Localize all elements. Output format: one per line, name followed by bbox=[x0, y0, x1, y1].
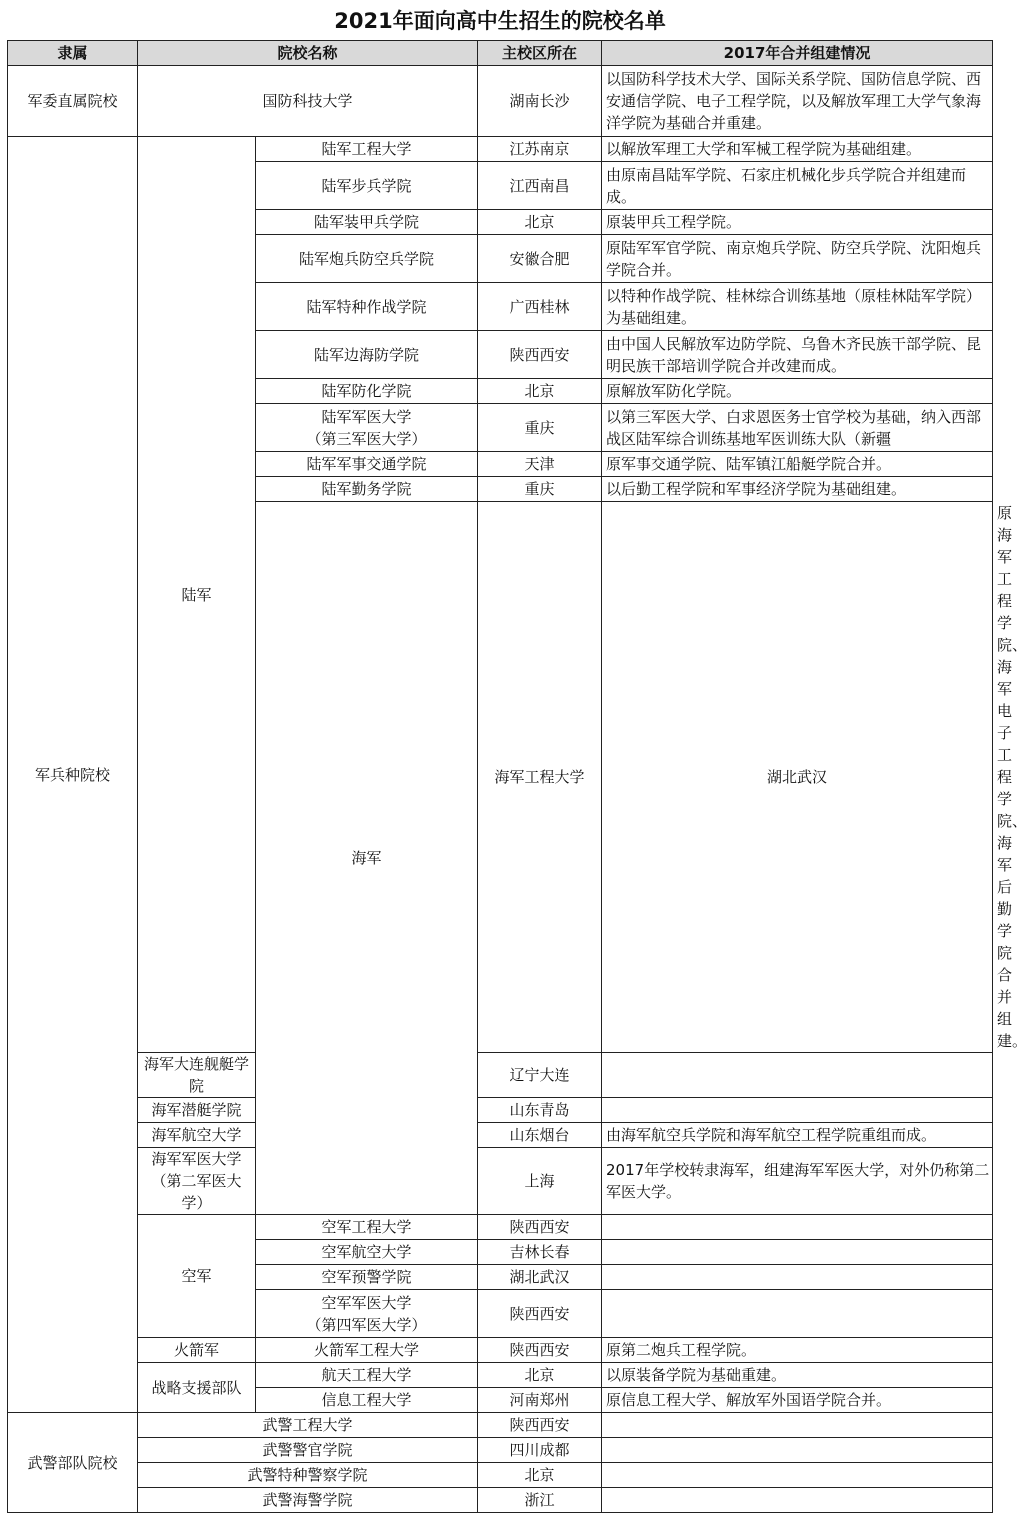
school-location: 湖南长沙 bbox=[478, 66, 602, 137]
merger-note: 原第二炮兵工程学院。 bbox=[602, 1338, 993, 1363]
school-name: 陆军工程大学 bbox=[256, 137, 478, 162]
merger-note: 原信息工程大学、解放军外国语学院合并。 bbox=[602, 1388, 993, 1413]
table-row bbox=[8, 1338, 993, 1363]
merger-note bbox=[602, 1240, 993, 1265]
school-location: 湖北武汉 bbox=[602, 502, 993, 1053]
merger-note: 2017年学校转隶海军，组建海军军医大学，对外仍称第二军医大学。 bbox=[602, 1148, 993, 1215]
school-name: 陆军步兵学院 bbox=[256, 162, 478, 210]
school-location: 山东青岛 bbox=[478, 1098, 602, 1123]
school-location: 江西南昌 bbox=[478, 162, 602, 210]
header-merger: 2017年合并组建情况 bbox=[602, 41, 993, 66]
school-name: 陆军边海防学院 bbox=[256, 331, 478, 379]
school-name: 空军工程大学 bbox=[256, 1215, 478, 1240]
school-location: 四川成都 bbox=[478, 1438, 602, 1463]
school-name: 国防科技大学 bbox=[138, 66, 478, 137]
header-row bbox=[8, 41, 993, 66]
table-row bbox=[8, 1488, 993, 1513]
school-name: 空军预警学院 bbox=[256, 1265, 478, 1290]
table-row bbox=[8, 1123, 993, 1148]
school-name: 空军军医大学 bbox=[321, 1293, 412, 1312]
merger-note bbox=[602, 1265, 993, 1290]
school-location: 山东烟台 bbox=[478, 1123, 602, 1148]
school-name: 武警特种警察学院 bbox=[138, 1463, 478, 1488]
school-name-alt: （第四军医大学） bbox=[306, 1315, 427, 1334]
merger-note: 以特种作战学院、桂林综合训练基地（原桂林陆军学院）为基础组建。 bbox=[602, 283, 993, 331]
table-row bbox=[8, 1148, 993, 1215]
merger-note: 以国防科学技术大学、国际关系学院、国防信息学院、西安通信学院、电子工程学院，以及解放军理工大学气象海洋学院为基础合并重建。 bbox=[602, 66, 993, 137]
school-location: 重庆 bbox=[478, 404, 602, 452]
school-name: 武警海警学院 bbox=[138, 1488, 478, 1513]
table-row bbox=[8, 1053, 993, 1098]
header-affiliation: 隶属 bbox=[8, 41, 138, 66]
school-location: 北京 bbox=[478, 1463, 602, 1488]
school-location: 北京 bbox=[478, 379, 602, 404]
merger-note bbox=[602, 1098, 993, 1123]
school-location: 重庆 bbox=[478, 477, 602, 502]
branch-label: 空军 bbox=[138, 1215, 256, 1338]
school-location: 湖北武汉 bbox=[478, 1265, 602, 1290]
merger-note bbox=[602, 1053, 993, 1098]
school-name: 信息工程大学 bbox=[256, 1388, 478, 1413]
merger-note: 以第三军医大学、白求恩医务士官学校为基础，纳入西部战区陆军综合训练基地军医训练大队（新疆 bbox=[602, 404, 993, 452]
school-name: 航天工程大学 bbox=[256, 1363, 478, 1388]
table-row bbox=[8, 1363, 993, 1388]
table-row bbox=[8, 1413, 993, 1438]
school-name: 海军大连舰艇学院 bbox=[138, 1053, 256, 1098]
school-name-two-line bbox=[256, 404, 478, 452]
school-location: 浙江 bbox=[478, 1488, 602, 1513]
school-name: 海军工程大学 bbox=[478, 502, 602, 1053]
merger-note bbox=[602, 1215, 993, 1240]
school-name: 陆军炮兵防空兵学院 bbox=[256, 235, 478, 283]
school-name: 陆军军事交通学院 bbox=[256, 452, 478, 477]
school-name: 海军潜艇学院 bbox=[138, 1098, 256, 1123]
merger-note: 原解放军防化学院。 bbox=[602, 379, 993, 404]
school-name: 陆军特种作战学院 bbox=[256, 283, 478, 331]
school-location: 陕西西安 bbox=[478, 1413, 602, 1438]
table-row bbox=[8, 1098, 993, 1123]
merger-note bbox=[602, 1290, 993, 1338]
branch-label: 海军 bbox=[256, 502, 478, 1215]
branch-label: 战略支援部队 bbox=[138, 1363, 256, 1413]
table-row bbox=[8, 1463, 993, 1488]
school-name: 陆军防化学院 bbox=[256, 379, 478, 404]
merger-note bbox=[602, 1463, 993, 1488]
school-location: 陕西西安 bbox=[478, 331, 602, 379]
school-name: 火箭军工程大学 bbox=[256, 1338, 478, 1363]
table-row bbox=[8, 137, 993, 162]
table-row: 海军 海军工程大学 湖北武汉 原海军工程学院、海军电子工程学院、海军后勤学院合并组建。 bbox=[8, 502, 993, 1053]
school-name: 海军军医大学 bbox=[151, 1150, 242, 1168]
school-location: 江苏南京 bbox=[478, 137, 602, 162]
school-name: 海军航空大学 bbox=[138, 1123, 256, 1148]
merger-note: 以原装备学院为基础重建。 bbox=[602, 1363, 993, 1388]
header-school-name: 院校名称 bbox=[138, 41, 478, 66]
school-location: 吉林长春 bbox=[478, 1240, 602, 1265]
school-location: 陕西西安 bbox=[478, 1338, 602, 1363]
school-name-alt: （第二军医大学） bbox=[151, 1172, 242, 1212]
school-name-alt: （第三军医大学） bbox=[306, 429, 427, 448]
school-name: 武警工程大学 bbox=[138, 1413, 478, 1438]
branch-label: 火箭军 bbox=[138, 1338, 256, 1363]
merger-note bbox=[602, 1488, 993, 1513]
merger-note: 原装甲兵工程学院。 bbox=[602, 210, 993, 235]
school-location: 辽宁大连 bbox=[478, 1053, 602, 1098]
header-location: 主校区所在 bbox=[478, 41, 602, 66]
school-name-two-line bbox=[256, 1290, 478, 1338]
table-row bbox=[8, 66, 993, 137]
merger-note bbox=[602, 1438, 993, 1463]
school-location: 天津 bbox=[478, 452, 602, 477]
page-title: 2021年面向高中生招生的院校名单 bbox=[334, 9, 666, 33]
academy-table bbox=[7, 40, 1027, 1513]
merger-note: 以解放军理工大学和军械工程学院为基础组建。 bbox=[602, 137, 993, 162]
school-location: 河南郑州 bbox=[478, 1388, 602, 1413]
branch-label: 陆军 bbox=[138, 137, 256, 1053]
school-name: 陆军勤务学院 bbox=[256, 477, 478, 502]
merger-note bbox=[602, 1413, 993, 1438]
merger-note: 原军事交通学院、陆军镇江船艇学院合并。 bbox=[602, 452, 993, 477]
school-location: 广西桂林 bbox=[478, 283, 602, 331]
school-location: 陕西西安 bbox=[478, 1215, 602, 1240]
table-row bbox=[8, 1438, 993, 1463]
merger-note: 由中国人民解放军边防学院、乌鲁木齐民族干部学院、昆明民族干部培训学院合并改建而成。 bbox=[602, 331, 993, 379]
group-label: 武警部队院校 bbox=[8, 1413, 138, 1513]
school-location: 安徽合肥 bbox=[478, 235, 602, 283]
school-name: 武警警官学院 bbox=[138, 1438, 478, 1463]
school-location: 陕西西安 bbox=[478, 1290, 602, 1338]
merger-note: 以后勤工程学院和军事经济学院为基础组建。 bbox=[602, 477, 993, 502]
group-label: 军委直属院校 bbox=[8, 66, 138, 137]
merger-note: 原陆军军官学院、南京炮兵学院、防空兵学院、沈阳炮兵学院合并。 bbox=[602, 235, 993, 283]
school-name: 陆军军医大学 bbox=[321, 407, 412, 426]
school-name: 陆军装甲兵学院 bbox=[256, 210, 478, 235]
table-row bbox=[8, 1215, 993, 1240]
school-name-two-line bbox=[138, 1148, 256, 1215]
group-label: 军兵种院校 bbox=[8, 137, 138, 1413]
school-name: 空军航空大学 bbox=[256, 1240, 478, 1265]
merger-note: 由原南昌陆军学院、石家庄机械化步兵学院合并组建而成。 bbox=[602, 162, 993, 210]
school-location: 上海 bbox=[478, 1148, 602, 1215]
school-location: 北京 bbox=[478, 210, 602, 235]
school-location: 北京 bbox=[478, 1363, 602, 1388]
merger-note: 由海军航空兵学院和海军航空工程学院重组而成。 bbox=[602, 1123, 993, 1148]
